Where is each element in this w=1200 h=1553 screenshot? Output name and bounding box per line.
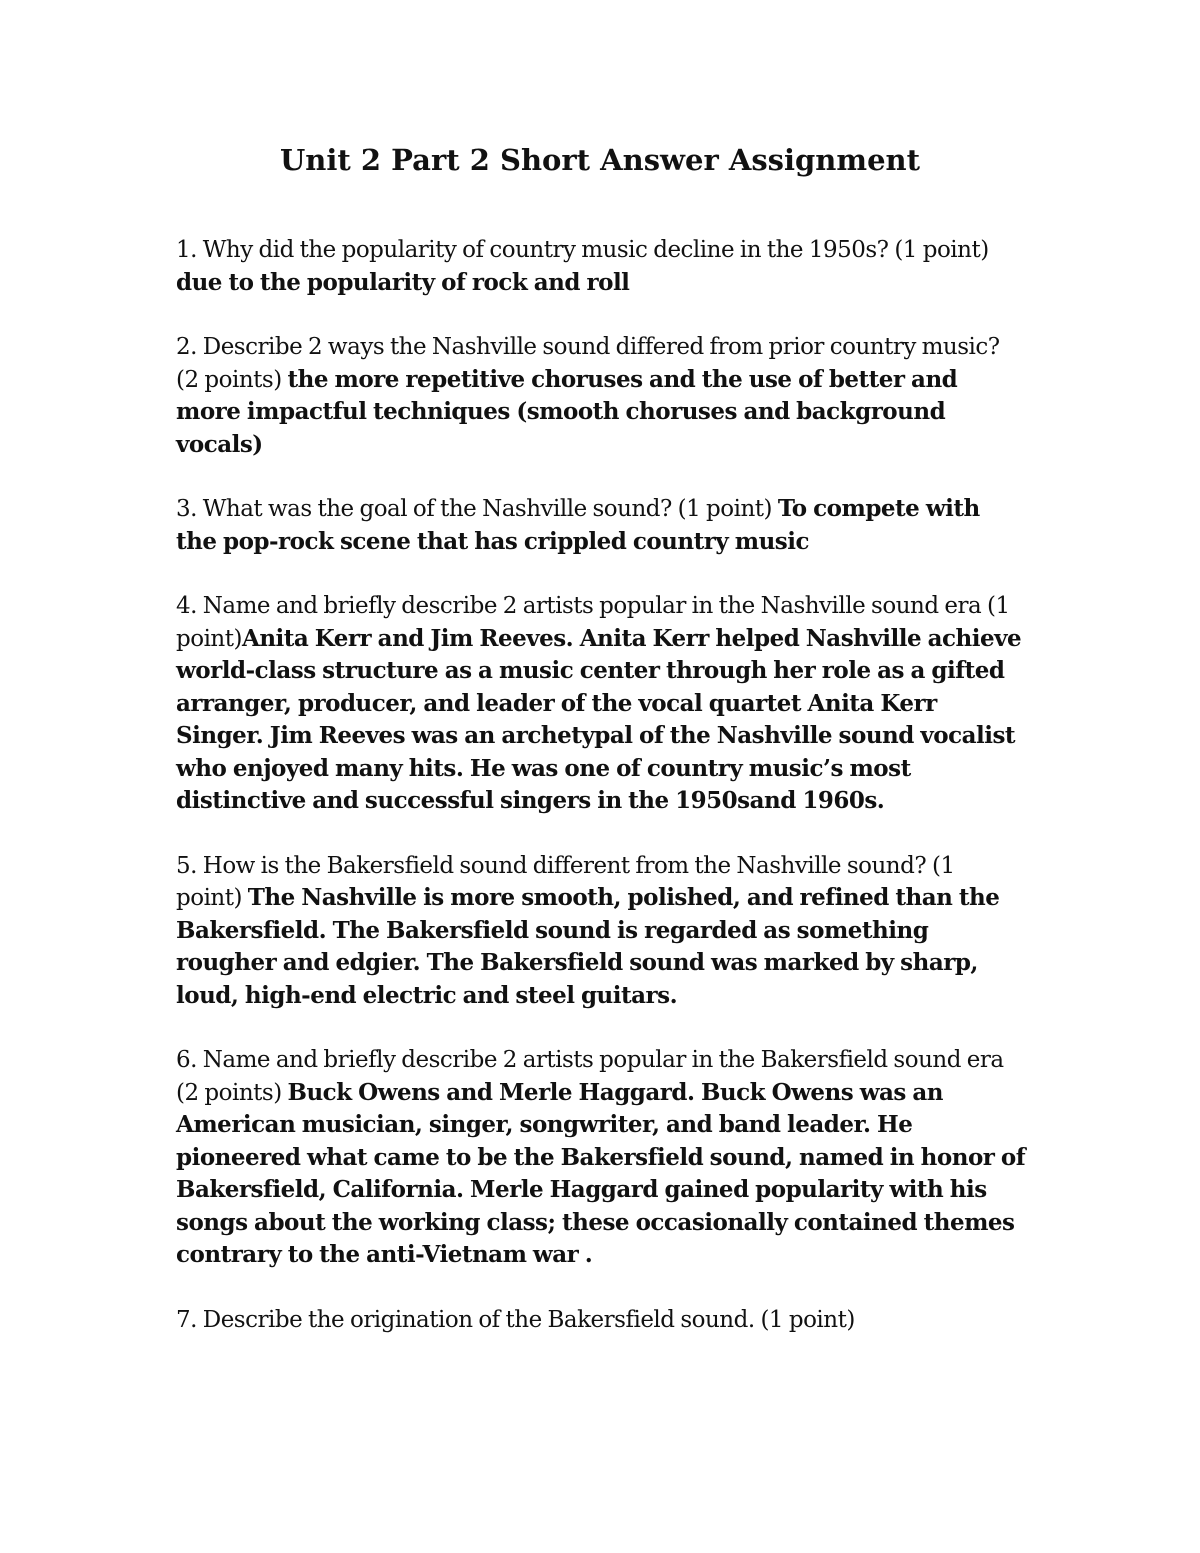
answer-text: the more repetitive choruses and the use of better and more impactful techniques (smooth choruses and background vocals)	[176, 365, 958, 458]
question-item-4	[176, 590, 1026, 818]
question-text: 6. Name and briefly describe 2 artists popular in the Bakersfield sound era (2 points)	[176, 1047, 1004, 1106]
answer-text: due to the popularity of rock and roll	[176, 268, 630, 296]
answer-text: Anita Kerr and Jim Reeves. Anita Kerr helped Nashville achieve world-class structure as a music center through her role as a gifted arranger, producer, and leader of the vocal quartet Anita Kerr Singer. Jim Reeves was an archetypal of the Nashville sound vocalist who enjoyed many hits. He was one of country music’s most distinctive and successful singers in the 1950sand 1960s.	[176, 624, 1022, 814]
question-item-1	[176, 234, 1026, 299]
answer-text: Buck Owens and Merle Haggard. Buck Owens was an American musician, singer, songwriter, and band leader. He pioneered what came to be the Bakersfield sound, named in honor of Bakersfield, California. Merle Haggard gained popularity with his songs about the working class; these occasionally contained themes contrary to the anti-Vietnam war .	[176, 1078, 1026, 1268]
answer-text: To compete with the pop-rock scene that has crippled country music	[176, 495, 980, 555]
question-text: 4. Name and briefly describe 2 artists popular in the Nashville sound era (1 point)	[176, 593, 1010, 652]
question-text: 2. Describe 2 ways the Nashville sound differed from prior country music? (2 points)	[176, 334, 1000, 393]
answer-text: The Nashville is more smooth, polished, and refined than the Bakersfield. The Bakersfield sound is regarded as something rougher and edgier. The Bakersfield sound was marked by sharp, loud, high-end electric and steel guitars.	[176, 884, 1000, 1009]
document-title: Unit 2 Part 2 Short Answer Assignment	[279, 143, 920, 177]
question-text: 5. How is the Bakersfield sound different from the Nashville sound? (1 point)	[176, 852, 955, 911]
question-text: 3. What was the goal of the Nashville sound? (1 point)	[176, 496, 778, 522]
question-text: 1. Why did the popularity of country music decline in the 1950s? (1 point)	[176, 237, 989, 263]
question-item-3	[176, 493, 1026, 558]
question-item-7	[176, 1304, 1026, 1337]
question-text: 7. Describe the origination of the Bakersfield sound. (1 point)	[176, 1306, 855, 1333]
question-list	[176, 234, 1026, 1368]
question-item-5	[176, 850, 1026, 1013]
question-item-6	[176, 1044, 1026, 1272]
question-item-2	[176, 331, 1026, 461]
